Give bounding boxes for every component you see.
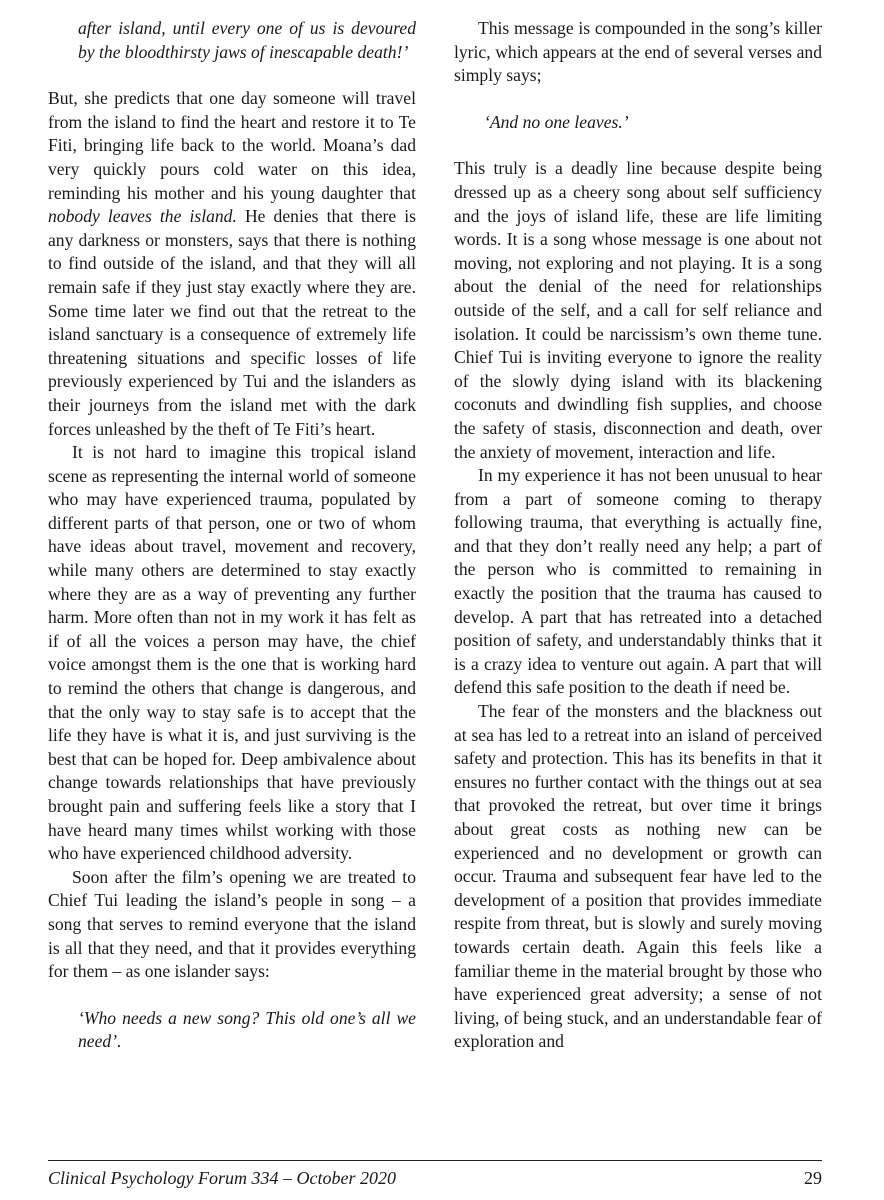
footer-journal-title: Clinical Psychology Forum 334 – October 2020 bbox=[48, 1168, 396, 1188]
emphasis-text: nobody leaves the island. bbox=[48, 206, 237, 227]
right-column bbox=[454, 17, 822, 1054]
block-quote: ‘Who needs a new song? This old one’s all we need’. bbox=[78, 1007, 416, 1052]
paragraph: Soon after the film’s opening we are treated to Chief Tui leading the island’s people in song – a song that serves to remind everyone that the island is all that they need, and that it provides everything for them – as one islander says: bbox=[48, 866, 416, 982]
page-number: 29 bbox=[804, 1168, 822, 1188]
paragraph-text: He denies that there is any darkness or monsters, says that there is nothing to find outside of the island, and that they will all remain safe if they just stay exactly where they are. Some time later we find out that the retreat to the island sanctuary is a consequence of extremely life threatening situations and specific losses of life previously experienced by Tui and the islanders as their journeys from the island met with the dark forces unleashed by the theft of Te Fiti’s heart. bbox=[48, 206, 417, 439]
block-quote: ‘And no one leaves.’ bbox=[484, 111, 629, 132]
paragraph: It is not hard to imagine this tropical island scene as representing the internal world of someone who may have experienced trauma, populated by different parts of that person, one or two of whom have ideas about travel, movement and recovery, while many others are determined to stay exactly where they are as a way of preventing any further harm. More often than not in my work it has felt as if of all the voices a person may have, the chief voice amongst them is the one that is working hard to remind the others that change is dangerous, and that the only way to stay safe is to accept that the life they have is what it is, and just surviving is the best that can be hoped for. Deep ambivalence about change towards relationships that have previously brought pain and suffering feels like a story that I have heard many times whilst working with those who have experienced childhood adversity. bbox=[48, 442, 416, 864]
paragraph: The fear of the monsters and the blackness out at sea has led to a retreat into an island of perceived safety and protection. This has its benefits in that it ensures no further contact with the things out at sea that provoked the retreat, but over time it brings about great costs as nothing new can be experienced and no development or growth can occur. Trauma and subsequent fear have led to the development of a position that provides immediate respite from threat, but is slowly and surely moving towards certain death. Again this feels like a familiar theme in the material brought by those who have experienced great adversity; a sense of not living, of being stuck, and an understandable fear of exploration and bbox=[454, 701, 822, 1052]
paragraph bbox=[48, 87, 416, 441]
footer-divider bbox=[48, 1160, 822, 1161]
block-quote-continued: after island, until every one of us is devoured by the bloodthirsty jaws of inescapable death!’ bbox=[78, 18, 416, 62]
paragraph-text: But, she predicts that one day someone will travel from the island to find the heart and restore it to Te Fiti, bringing life back to the world. Moana’s dad very quickly pours cold water on this idea, reminding his mother and his young daughter that bbox=[48, 88, 416, 203]
paragraph: This message is compounded in the song’s killer lyric, which appears at the end of several verses and simply says; bbox=[454, 18, 822, 86]
left-column bbox=[48, 17, 416, 1054]
paragraph: This truly is a deadly line because despite being dressed up as a cheery song about self sufficiency and the joys of island life, these are life limiting words. It is a song whose message is one about not moving, not exploring and not playing. It is a song about the denial of the need for relationships outside of the self, and a call for self reliance and isolation. It could be narcissism’s own theme tune. Chief Tui is inviting everyone to ignore the reality of the slowly dying island with its blackening coconuts and dwindling fish supplies, and choose the safety of stasis, disconnection and death, over the anxiety of movement, interaction and life. bbox=[454, 158, 822, 462]
paragraph: In my experience it has not been unusual to hear from a part of someone coming to therapy following trauma, that everything is actually fine, and that they don’t really need any help; a part of the person who is committed to remaining in exactly the position that the trauma has caused to develop. A part that has retreated into a detached position of safety, and understandably thinks that it is a crazy idea to venture out again. A part that will defend this safe position to the death if need be. bbox=[454, 465, 822, 698]
